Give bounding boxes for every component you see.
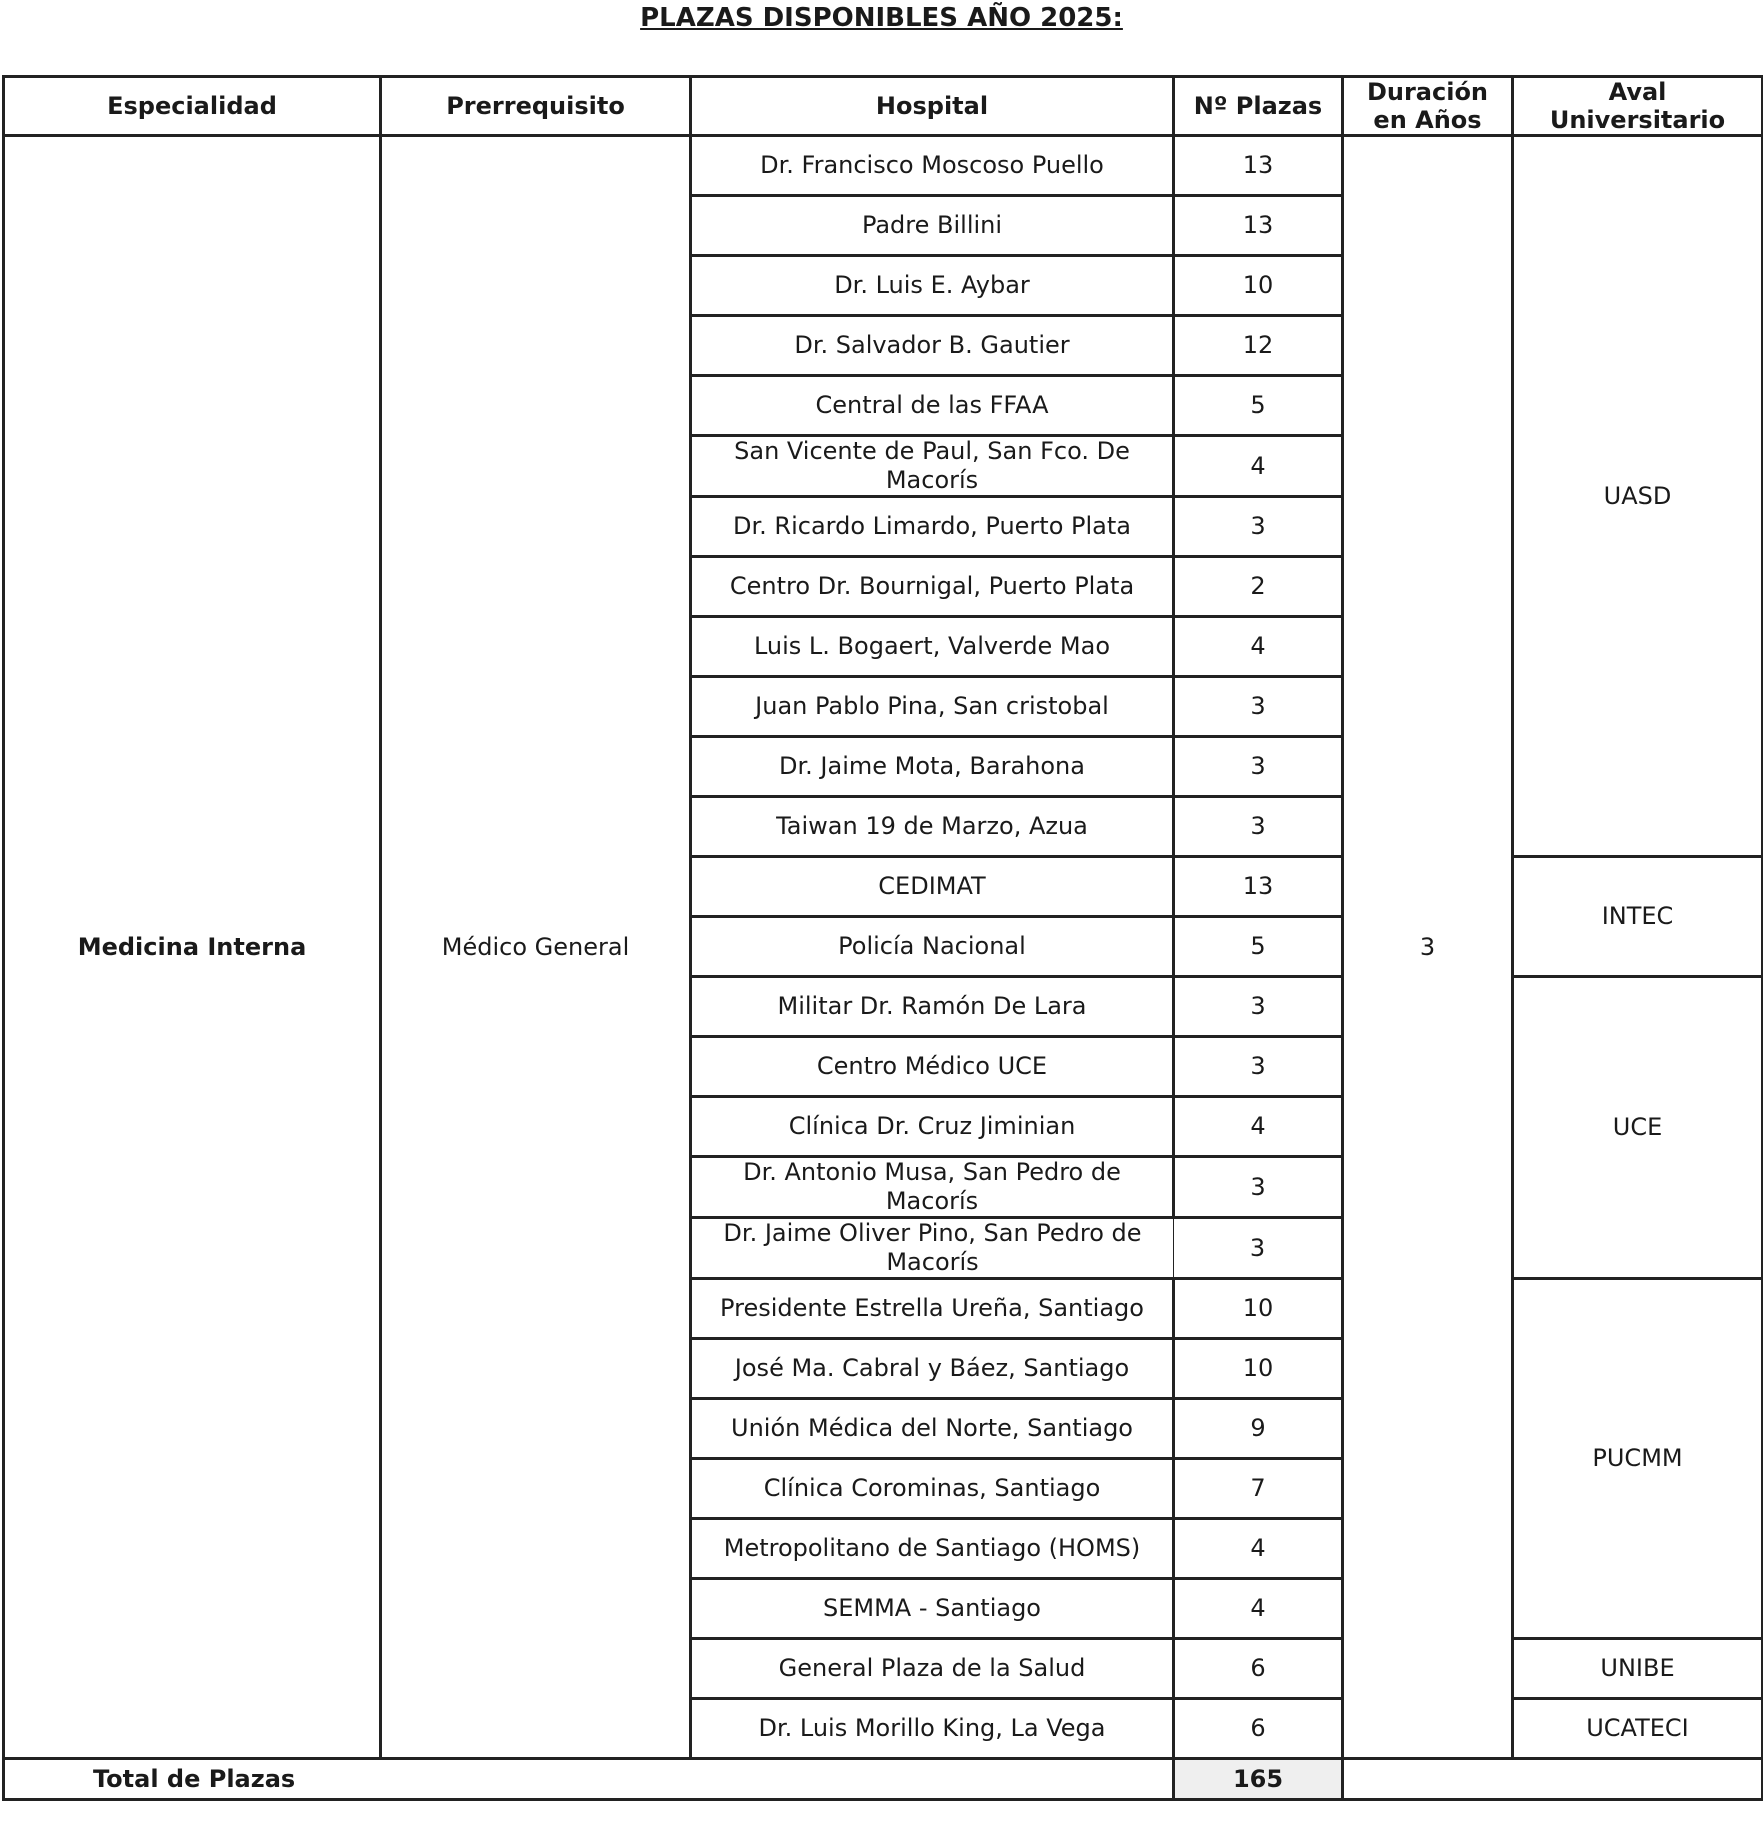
hospital-cell: Centro Dr. Bournigal, Puerto Plata [691, 557, 1174, 617]
hospital-cell: Clínica Corominas, Santiago [691, 1459, 1174, 1519]
plazas-cell: 5 [1174, 376, 1343, 436]
hospital-cell: Metropolitano de Santiago (HOMS) [691, 1519, 1174, 1579]
total-row [4, 1759, 1763, 1800]
plazas-cell: 4 [1174, 1519, 1343, 1579]
aval-cell: UNIBE [1513, 1639, 1763, 1699]
hospital-cell: Dr. Ricardo Limardo, Puerto Plata [691, 497, 1174, 557]
plazas-cell: 3 [1174, 677, 1343, 737]
hospital-cell: Padre Billini [691, 196, 1174, 256]
aval-cell: UCATECI [1513, 1699, 1763, 1759]
plazas-cell: 10 [1174, 1279, 1343, 1339]
total-value: 165 [1174, 1759, 1343, 1800]
hospital-cell: SEMMA - Santiago [691, 1579, 1174, 1639]
plazas-cell: 12 [1174, 316, 1343, 376]
hospital-cell: Policía Nacional [691, 917, 1174, 977]
plazas-table [2, 75, 1763, 1801]
hospital-cell: Dr. Jaime Oliver Pino, San Pedro de Macorís [691, 1218, 1174, 1279]
plazas-cell: 4 [1174, 436, 1343, 497]
aval-cell: PUCMM [1513, 1279, 1763, 1639]
hospital-cell: Unión Médica del Norte, Santiago [691, 1399, 1174, 1459]
plazas-cell: 3 [1174, 977, 1343, 1037]
table-row [4, 136, 1763, 196]
total-label: Total de Plazas [4, 1759, 1174, 1800]
hospital-cell: Dr. Luis Morillo King, La Vega [691, 1699, 1174, 1759]
hospital-cell: CEDIMAT [691, 857, 1174, 917]
hospital-cell: Militar Dr. Ramón De Lara [691, 977, 1174, 1037]
header-aval: Aval Universitario [1513, 77, 1763, 136]
plazas-cell: 4 [1174, 1097, 1343, 1157]
table-body [4, 136, 1763, 1800]
plazas-cell: 6 [1174, 1699, 1343, 1759]
duracion-cell: 3 [1343, 136, 1513, 1759]
aval-cell: INTEC [1513, 857, 1763, 977]
header-plazas: Nº Plazas [1174, 77, 1343, 136]
hospital-cell: Dr. Antonio Musa, San Pedro de Macorís [691, 1157, 1174, 1218]
hospital-cell: José Ma. Cabral y Báez, Santiago [691, 1339, 1174, 1399]
hospital-cell: Juan Pablo Pina, San cristobal [691, 677, 1174, 737]
plazas-cell: 3 [1174, 797, 1343, 857]
hospital-cell: Clínica Dr. Cruz Jiminian [691, 1097, 1174, 1157]
hospital-cell: San Vicente de Paul, San Fco. De Macorís [691, 436, 1174, 497]
hospital-cell: Taiwan 19 de Marzo, Azua [691, 797, 1174, 857]
plazas-cell: 5 [1174, 917, 1343, 977]
hospital-cell: Luis L. Bogaert, Valverde Mao [691, 617, 1174, 677]
plazas-cell: 13 [1174, 196, 1343, 256]
plazas-cell: 3 [1174, 1037, 1343, 1097]
total-empty-cell [1343, 1759, 1763, 1800]
plazas-cell: 3 [1174, 497, 1343, 557]
header-hospital: Hospital [691, 77, 1174, 136]
plazas-cell: 6 [1174, 1639, 1343, 1699]
plazas-cell: 3 [1174, 737, 1343, 797]
aval-cell: UCE [1513, 977, 1763, 1279]
hospital-cell: Dr. Salvador B. Gautier [691, 316, 1174, 376]
plazas-cell: 13 [1174, 136, 1343, 196]
hospital-cell: Centro Médico UCE [691, 1037, 1174, 1097]
plazas-cell: 13 [1174, 857, 1343, 917]
header-row [4, 77, 1763, 136]
hospital-cell: Dr. Francisco Moscoso Puello [691, 136, 1174, 196]
header-prerrequisito: Prerrequisito [381, 77, 691, 136]
plazas-cell: 10 [1174, 256, 1343, 316]
hospital-cell: Presidente Estrella Ureña, Santiago [691, 1279, 1174, 1339]
plazas-cell: 9 [1174, 1399, 1343, 1459]
hospital-cell: General Plaza de la Salud [691, 1639, 1174, 1699]
aval-cell: UASD [1513, 136, 1763, 857]
prerrequisito-cell: Médico General [381, 136, 691, 1759]
plazas-cell: 7 [1174, 1459, 1343, 1519]
hospital-cell: Dr. Jaime Mota, Barahona [691, 737, 1174, 797]
especialidad-cell: Medicina Interna [4, 136, 381, 1759]
page-title: PLAZAS DISPONIBLES AÑO 2025: [640, 3, 1123, 33]
plazas-cell: 3 [1174, 1218, 1343, 1279]
header-duracion: Duración en Años [1343, 77, 1513, 136]
hospital-cell: Central de las FFAA [691, 376, 1174, 436]
plazas-cell: 4 [1174, 1579, 1343, 1639]
hospital-cell: Dr. Luis E. Aybar [691, 256, 1174, 316]
header-especialidad: Especialidad [4, 77, 381, 136]
plazas-cell: 4 [1174, 617, 1343, 677]
plazas-cell: 10 [1174, 1339, 1343, 1399]
plazas-cell: 2 [1174, 557, 1343, 617]
plazas-cell: 3 [1174, 1157, 1343, 1218]
